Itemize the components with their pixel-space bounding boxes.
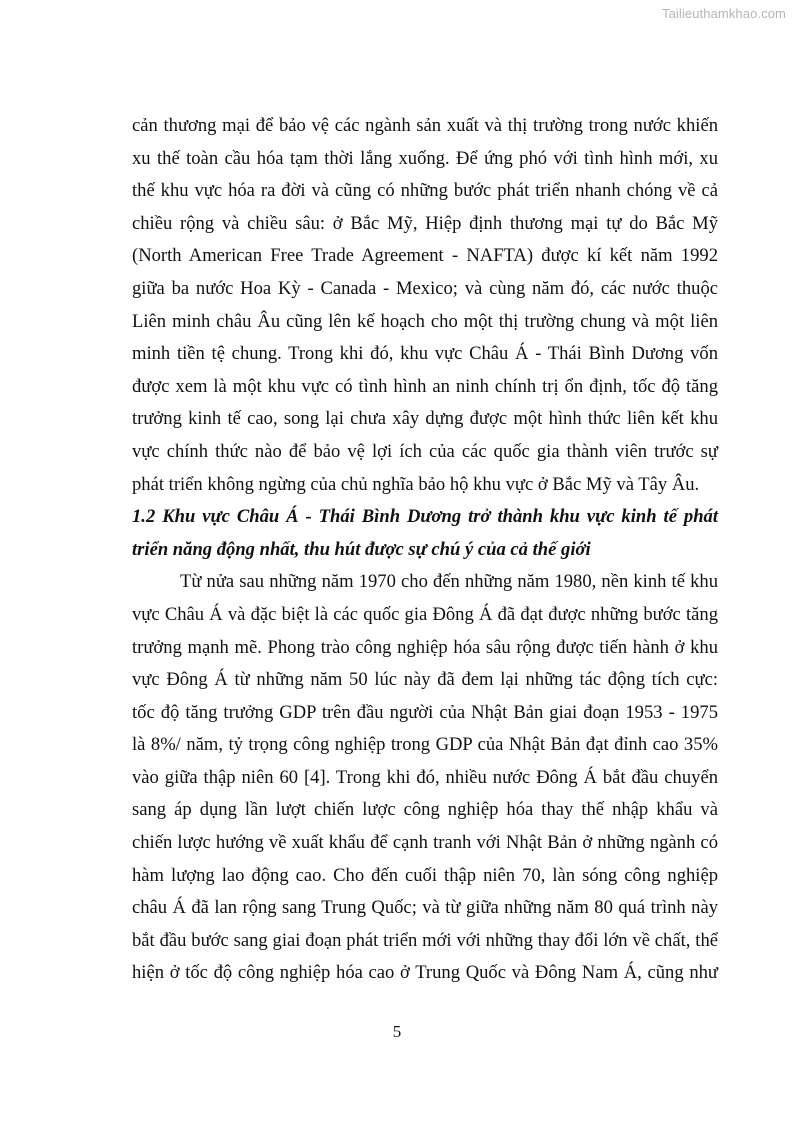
paragraph-line: chiến lược hướng về xuất khẩu để cạnh tranh với Nhật Bản ở những ngành có: [132, 832, 718, 854]
paragraph-line: chiều rộng và chiều sâu: ở Bắc Mỹ, Hiệp định thương mại tự do Bắc Mỹ: [132, 212, 718, 234]
paragraph-line: Liên minh châu Âu cũng lên kế hoạch cho một thị trường chung và một liên: [132, 310, 718, 332]
paragraph-line: trưởng kinh tế cao, song lại chưa xây dựng được một hình thức liên kết khu: [132, 408, 718, 430]
paragraph-line: giữa ba nước Hoa Kỳ - Canada - Mexico; và cùng năm đó, các nước thuộc: [132, 277, 718, 299]
paragraph-line: hiện ở tốc độ công nghiệp hóa cao ở Trung Quốc và Đông Nam Á, cũng như: [132, 962, 718, 984]
paragraph-line: vực chính thức nào để bảo vệ lợi ích của các quốc gia thành viên trước sự: [132, 440, 718, 462]
paragraph-line: (North American Free Trade Agreement - NAFTA) được kí kết năm 1992: [132, 245, 718, 267]
heading-line: 1.2 Khu vực Châu Á - Thái Bình Dương trở thành khu vực kinh tế phát: [132, 506, 718, 528]
section-heading: [132, 501, 718, 566]
paragraph-line: vực Đông Á từ những năm 50 lúc này đã đem lại những tác động tích cực:: [132, 669, 718, 691]
paragraph-line: Từ nửa sau những năm 1970 cho đến những năm 1980, nền kinh tế khu: [180, 571, 718, 593]
paragraph-line: tốc độ tăng trưởng GDP trên đầu người của Nhật Bản giai đoạn 1953 - 1975: [132, 701, 718, 723]
paragraph-line: cản thương mại để bảo vệ các ngành sản xuất và thị trường trong nước khiến: [132, 115, 718, 136]
paragraph-line: bắt đầu bước sang giai đoạn phát triển mới với những thay đổi lớn về chất, thể: [132, 929, 718, 951]
paragraph-line: được xem là một khu vực có tình hình an ninh chính trị ổn định, tốc độ tăng: [132, 375, 718, 397]
page-content: [132, 110, 718, 990]
paragraph-line: hàm lượng lao động cao. Cho đến cuối thập niên 70, làn sóng công nghiệp: [132, 864, 718, 886]
paragraph-line: minh tiền tệ chung. Trong khi đó, khu vực Châu Á - Thái Bình Dương vốn: [132, 343, 718, 365]
paragraph-line: vực Châu Á và đặc biệt là các quốc gia Đông Á đã đạt được những bước tăng: [132, 603, 718, 625]
page-number: 5: [392, 1022, 402, 1041]
paragraph-line: trưởng mạnh mẽ. Phong trào công nghiệp hóa sâu rộng được tiến hành ở khu: [132, 636, 718, 658]
paragraph-1: [132, 110, 718, 501]
paragraph-line: châu Á đã lan rộng sang Trung Quốc; và từ giữa những năm 80 quá trình này: [132, 897, 718, 919]
paragraph-2: [132, 566, 718, 990]
heading-line: triển năng động nhất, thu hút được sự chú ý của cả thế giới: [132, 538, 591, 560]
paragraph-line: thế khu vực hóa ra đời và cũng có những bước phát triển nhanh chóng về cả: [132, 180, 718, 202]
paragraph-line: phát triển không ngừng của chủ nghĩa bảo hộ khu vực ở Bắc Mỹ và Tây Âu.: [132, 473, 700, 495]
paragraph-line: sang áp dụng lần lượt chiến lược công nghiệp hóa thay thế nhập khẩu và: [132, 799, 718, 821]
paragraph-line: vào giữa thập niên 60 [4]. Trong khi đó, nhiều nước Đông Á bắt đầu chuyển: [132, 766, 718, 788]
paragraph-line: là 8%/ năm, tỷ trọng công nghiệp trong GDP của Nhật Bản đạt đỉnh cao 35%: [132, 734, 718, 756]
paragraph-line: xu thế toàn cầu hóa tạm thời lắng xuống. Để ứng phó với tình hình mới, xu: [132, 147, 718, 169]
watermark: Tailieuthamkhao.com: [661, 6, 786, 21]
